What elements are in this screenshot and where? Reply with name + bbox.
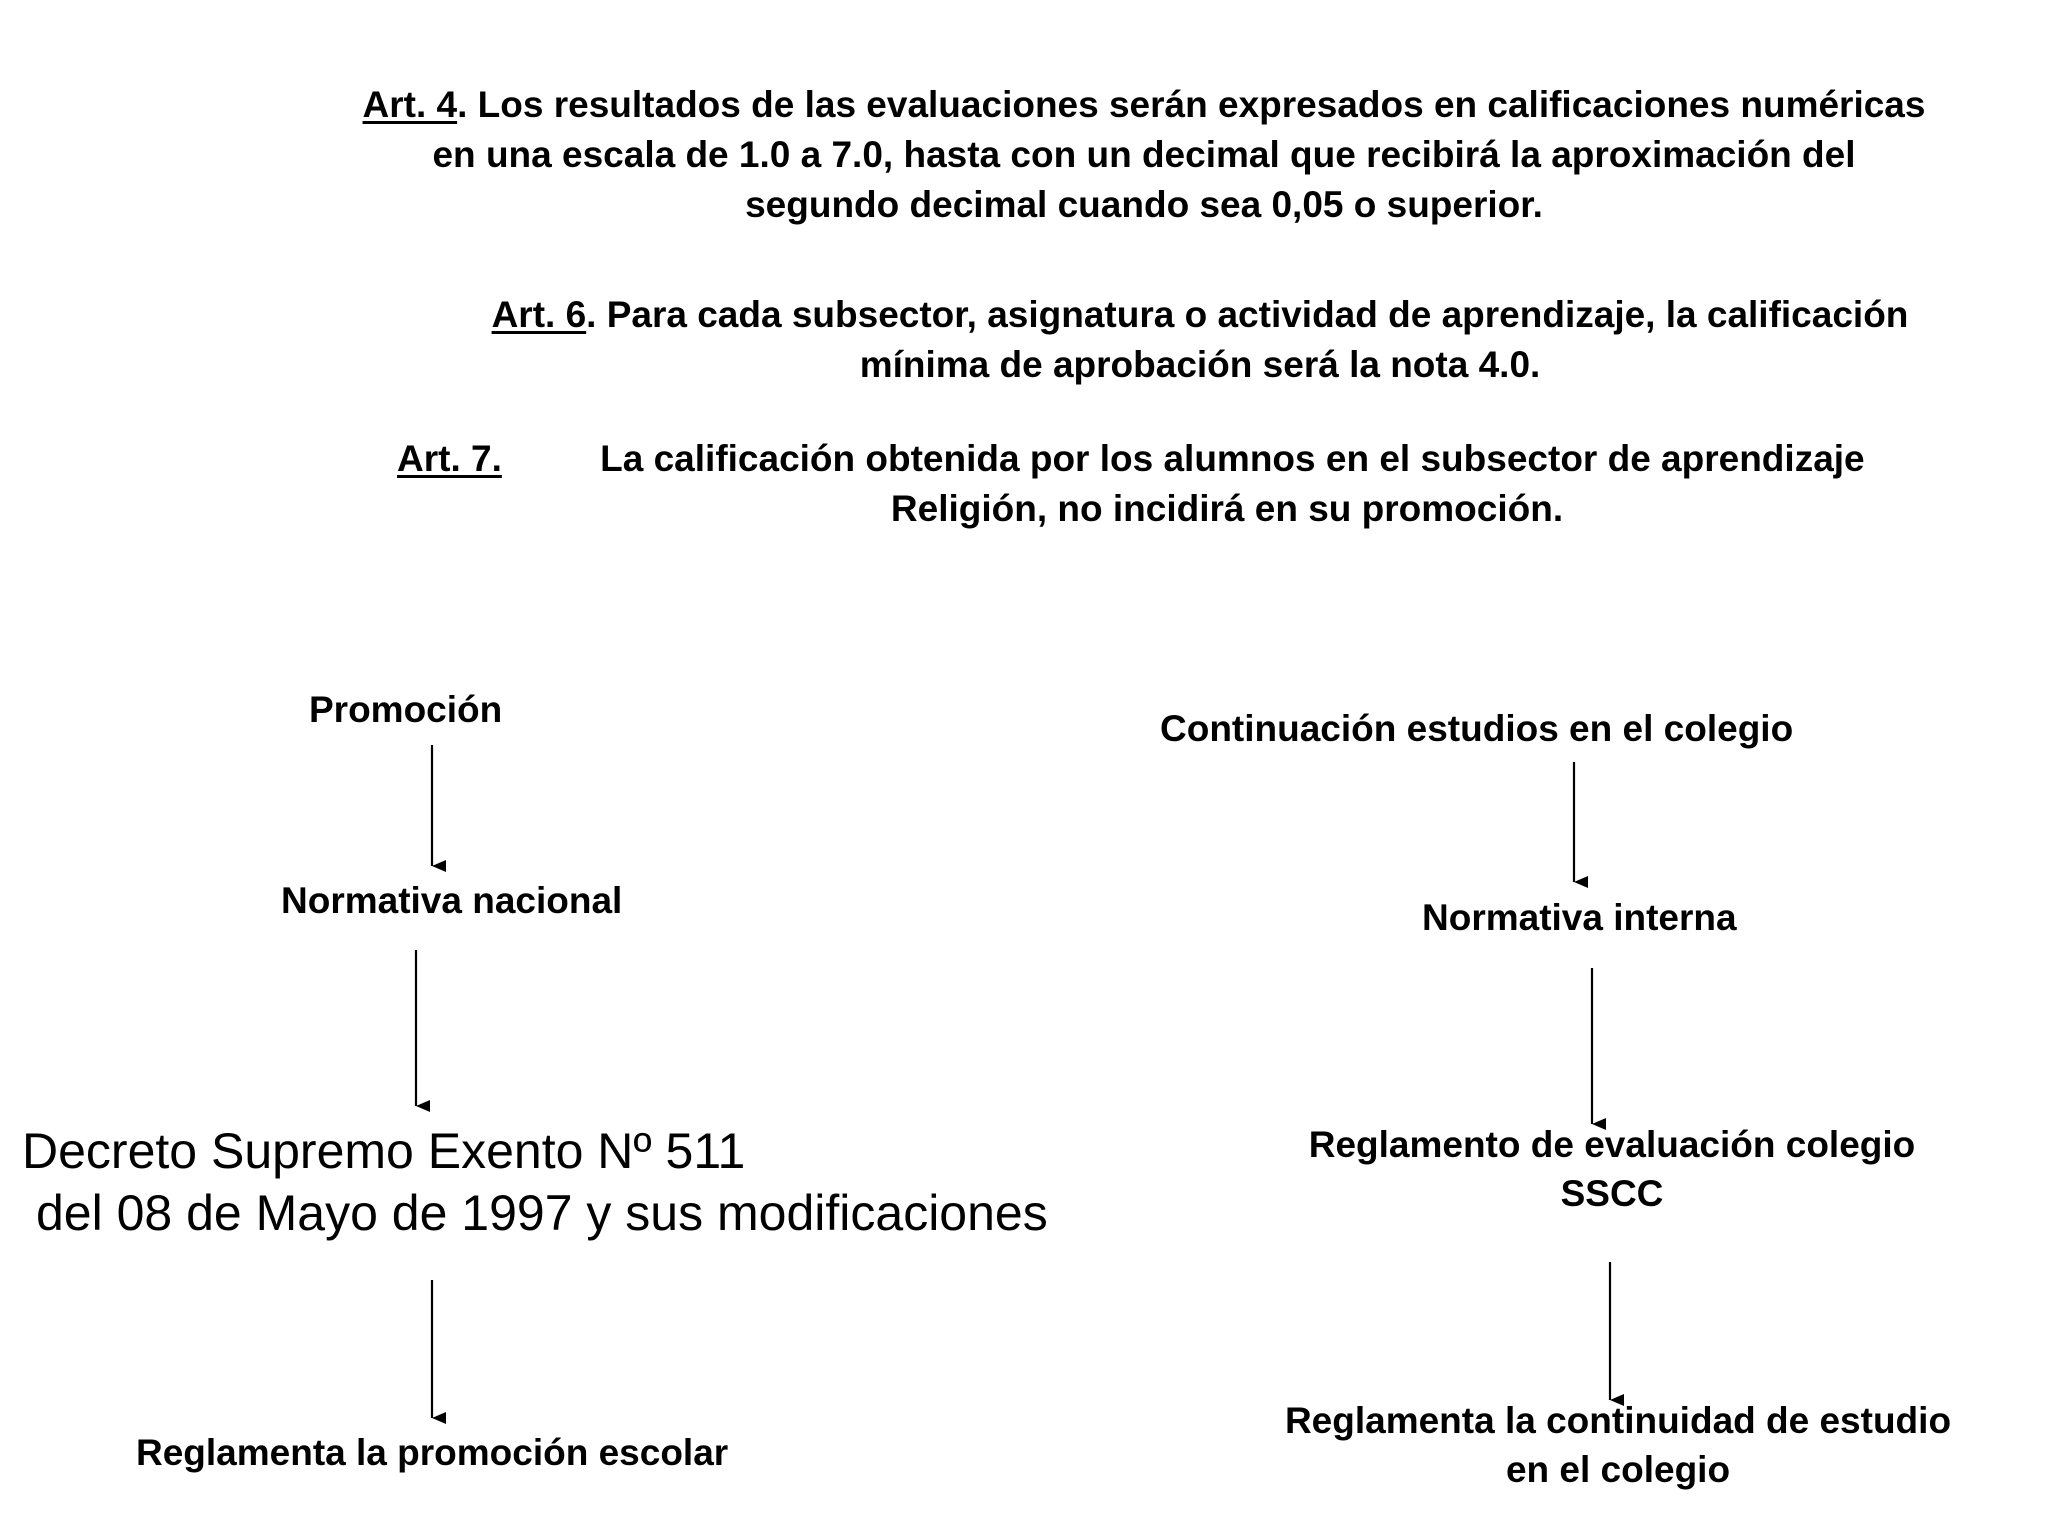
article-7-ref: Art. 7. [397,438,502,479]
article-6-line-1: Art. 6. Para cada subsector, asignatura o actividad de aprendizaje, la calificación [491,294,1909,335]
reglamento-line-2: SSCC [1560,1173,1664,1214]
article-6-line-2: mínima de aprobación será la nota 4.0. [859,344,1541,385]
right-node-normativa-interna: Normativa interna [1422,897,1737,938]
article-7-line-2: Religión, no incidirá en su promoción. [890,488,1564,529]
left-node-promocion: Promoción [309,689,503,730]
reglamento-line-1: Reglamento de evaluación colegio [1308,1124,1916,1165]
article-4-line-1: Art. 4. Los resultados de las evaluaciones serán expresados en calificaciones numéricas [362,84,1926,125]
article-4-ref: Art. 4 [362,84,458,125]
left-node-reglamenta-promocion: Reglamenta la promoción escolar [136,1432,729,1473]
right-node-continuacion: Continuación estudios en el colegio [1160,708,1794,749]
left-node-normativa-nacional: Normativa nacional [281,880,623,921]
decreto-line-2: del 08 de Mayo de 1997 y sus modificaciones [36,1185,1048,1241]
article-4-line-2: en una escala de 1.0 a 7.0, hasta con un decimal que recibirá la aproximación del [432,134,1856,175]
continuidad-line-1: Reglamenta la continuidad de estudio [1284,1400,1952,1441]
article-7-line-1: Art. 7. La calificación obtenida por los alumnos en el subsector de aprendizaje [397,438,1865,479]
article-6-ref: Art. 6 [491,294,587,335]
decreto-line-1: Decreto Supremo Exento Nº 511 [22,1123,746,1179]
article-4-line-3: segundo decimal cuando sea 0,05 o superior. [745,184,1543,225]
continuidad-line-2: en el colegio [1505,1449,1731,1490]
